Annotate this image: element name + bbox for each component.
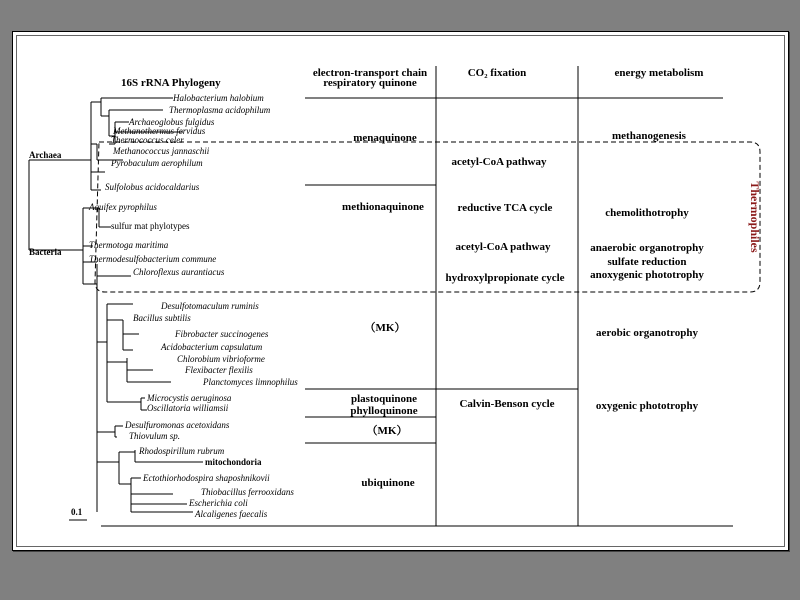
species-label: Microcystis aeruginosa — [147, 393, 232, 403]
energy-methanogenesis: methanogenesis — [612, 130, 686, 142]
quinone-methionaquinone: methionaquinone — [342, 201, 424, 213]
quinone-menaquinone: menaquinone — [353, 132, 417, 144]
quinone-phylloquinone: phylloquinone — [350, 405, 418, 417]
energy-chemolithotrophy: chemolithotrophy — [605, 207, 689, 219]
species-label: Methanococcus jannaschii — [113, 146, 210, 156]
species-label: Chloroflexus aurantiacus — [133, 267, 225, 277]
species-label: Alcaligenes faecalis — [195, 509, 268, 519]
co2-acetyl-coa-2: acetyl-CoA pathway — [455, 241, 551, 253]
species-label: Ectothiorhodospira shaposhnikovii — [143, 473, 270, 483]
quinone-mk-1: （MK） — [364, 322, 406, 334]
species-label: Thermococcus celer — [111, 135, 184, 145]
header-quinone-line1: electron-transport chain — [312, 67, 428, 79]
species-labels — [88, 93, 298, 519]
header-quinone-line2: respiratory quinone — [323, 77, 417, 89]
species-label: Thiobacillus ferrooxidans — [201, 487, 294, 497]
quinone-mk-2: （MK） — [366, 425, 408, 437]
energy-aerobic-organotrophy: aerobic organotrophy — [596, 327, 698, 339]
energy-sulfate-reduction: sulfate reduction — [607, 256, 687, 268]
species-label: Archaeoglobus fulgidus — [129, 117, 215, 127]
species-label: Bacillus subtilis — [133, 313, 191, 323]
species-label: Acidobacterium capsulatum — [161, 342, 263, 352]
domain-bacteria: Bacteria — [29, 247, 62, 257]
quinone-ubiquinone: ubiquinone — [361, 477, 415, 489]
domain-archaea: Archaea — [29, 150, 62, 160]
scale-bar-label: 0.1 — [71, 507, 83, 517]
energy-metabolism-column — [590, 130, 704, 412]
species-label: Escherichia coli — [189, 498, 248, 508]
species-label: Fibrobacter succinogenes — [175, 329, 269, 339]
species-label: Thermotoga maritima — [89, 240, 169, 250]
phylogeny-diagram — [13, 32, 788, 550]
species-label: Thermoplasma acidophilum — [169, 105, 271, 115]
header-phylogeny: 16S rRNA Phylogeny — [121, 77, 221, 89]
co2-calvin-benson: Calvin-Benson cycle — [459, 398, 555, 410]
thermophiles-label: Thermophiles — [748, 181, 762, 253]
species-label: mitochondoria — [205, 457, 262, 467]
species-label: Thiovulum sp. — [129, 431, 181, 441]
header-co2-fixation: CO₂ fixation — [467, 67, 527, 79]
co2-fixation-column — [445, 156, 564, 410]
species-label: Aquifex pyrophilus — [89, 202, 157, 212]
energy-oxygenic-phototrophy: oxygenic phototrophy — [595, 400, 699, 412]
species-label: Thermodesulfobacterium commune — [89, 254, 217, 264]
species-label: Methanothermus fervidus — [113, 126, 206, 136]
quinone-plastoquinone: plastoquinone — [350, 393, 418, 405]
species-label: Desulfuromonas acetoxidans — [125, 420, 230, 430]
species-label: Planctomyces limnophilus — [203, 377, 298, 387]
energy-anoxygenic-phototrophy: anoxygenic phototrophy — [590, 269, 704, 281]
species-label: Sulfolobus acidocaldarius — [105, 182, 200, 192]
energy-anaerobic-organotrophy: anaerobic organotrophy — [590, 242, 704, 254]
header-energy-metabolism: energy metabolism — [614, 67, 704, 79]
species-label: Chlorobium vibrioforme — [177, 354, 265, 364]
species-label: Halobacterium halobium — [173, 93, 264, 103]
slide — [12, 31, 789, 551]
co2-reductive-tca: reductive TCA cycle — [457, 202, 553, 214]
co2-acetyl-coa-1: acetyl-CoA pathway — [451, 156, 547, 168]
species-label: sulfur mat phylotypes — [111, 221, 190, 231]
quinone-column — [342, 132, 424, 489]
species-label: Pyrobaculum aerophilum — [111, 158, 203, 168]
species-label: Flexibacter flexilis — [185, 365, 253, 375]
species-label: Desulfotomaculum ruminis — [161, 301, 259, 311]
species-label: Rhodospirillum rubrum — [139, 446, 225, 456]
co2-hydroxypropionate: hydroxylpropionate cycle — [445, 272, 565, 284]
species-label: Oscillatoria williamsii — [147, 403, 229, 413]
